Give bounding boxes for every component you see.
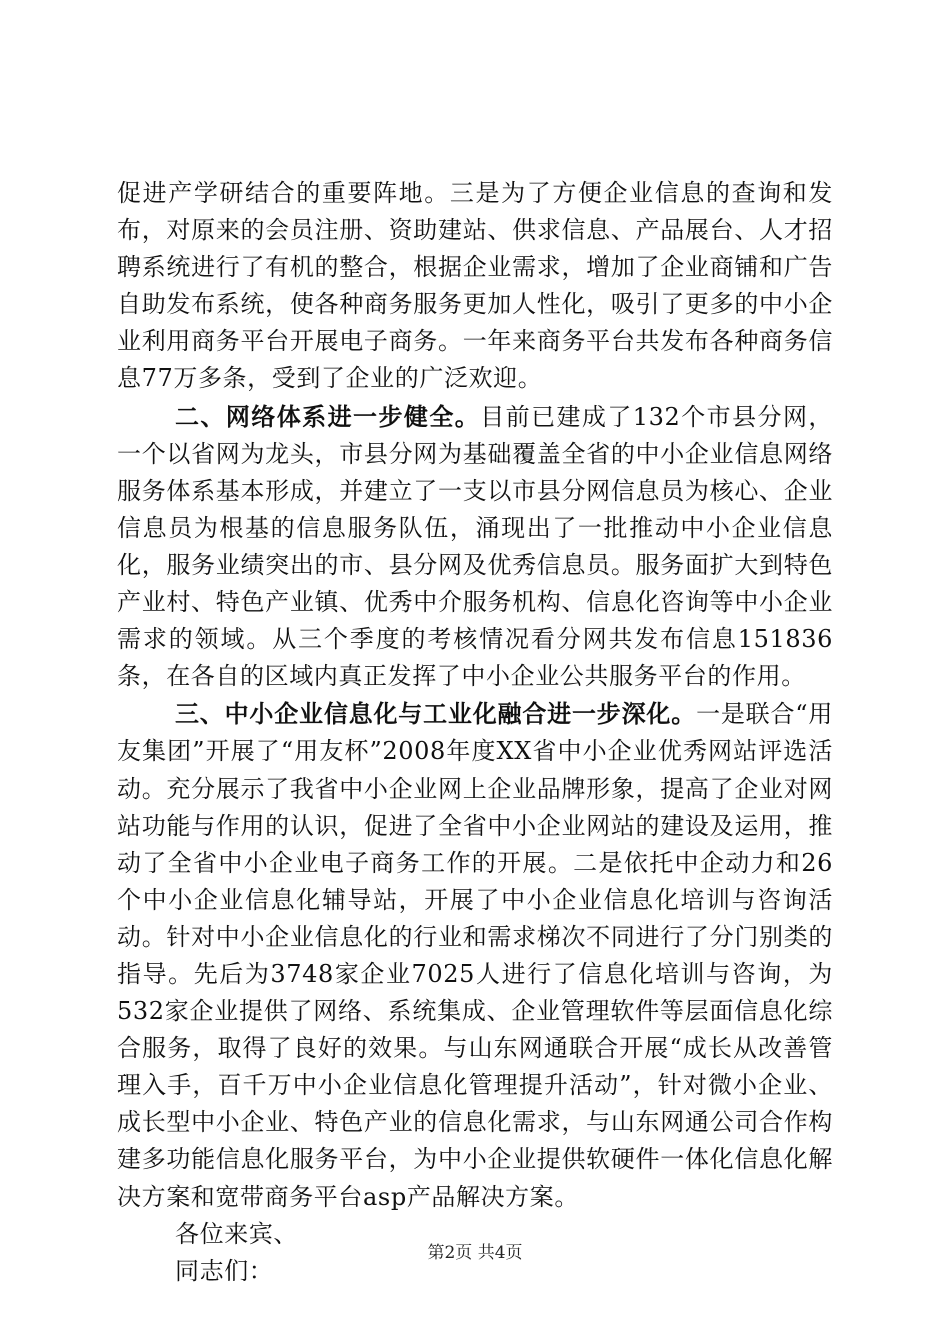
- salutation-comrades-text: 同志们：: [175, 1256, 274, 1285]
- page-number-footer: 第2页 共4页: [427, 1243, 523, 1263]
- paragraph-3-text: 一是联合“用友集团”开展了“用友杯”2008年度XX省中小企业优秀网站评选活动。充分展示了我省中小企业网上企业品牌形象，提高了企业对网站功能与作用的认识，促进了全省中小企业网站的建设及运用，推动了全省中小企业电子商务工作的开展。二是依托中企动力和26个中小企业信息化辅导站，开展了中小企业信息化培训与咨询活动。针对中小企业信息化的行业和需求梯次不同进行了分门别类的指导。先后为3748家企业7025人进行了信息化培训与咨询，为532家企业提供了网络、系统集成、企业管理软件等层面信息化综合服务，取得了良好的效果。与山东网通联合开展“成长从改善管理入手，百千万中小企业信息化管理提升活动”，针对微小企业、成长型中小企业、特色产业的信息化需求，与山东网通公司合作构建多功能信息化服务平台，为中小企业提供软硬件一体化信息化解决方案和宽带商务平台asp产品解决方案。: [117, 700, 833, 1211]
- paragraph-1: [117, 174, 833, 398]
- salutation-guests-text: 各位来宾、: [175, 1219, 298, 1248]
- paragraph-3-heading: 三、中小企业信息化与工业化融合进一步深化。: [175, 699, 697, 729]
- paragraph-2-heading: 二、网络体系进一步健全。: [175, 401, 481, 431]
- paragraph-2-text: 目前已建成了132个市县分网，一个以省网为龙头，市县分网为基础覆盖全省的中小企业信息网络服务体系基本形成，并建立了一支以市县分网信息员为核心、企业信息员为根基的信息服务队伍，涌现出了一批推动中小企业信息化，服务业绩突出的市、县分网及优秀信息员。服务面扩大到特色产业村、特色产业镇、优秀中介服务机构、信息化咨询等中小企业需求的领域。从三个季度的考核情况看分网共发布信息151836条，在各自的区域内真正发挥了中小企业公共服务平台的作用。: [117, 402, 834, 691]
- paragraph-2: [117, 398, 833, 696]
- paragraph-1-text: 促进产学研结合的重要阵地。三是为了方便企业信息的查询和发布，对原来的会员注册、资助建站、供求信息、产品展台、人才招聘系统进行了有机的整合，根据企业需求，增加了企业商铺和广告自助发布系统，使各种商务服务更加人性化，吸引了更多的中小企业利用商务平台开展电子商务。一年来商务平台共发布各种商务信息77万多条，受到了企业的广泛欢迎。: [117, 179, 833, 393]
- document-body: [117, 174, 833, 1290]
- paragraph-3: [117, 695, 833, 1215]
